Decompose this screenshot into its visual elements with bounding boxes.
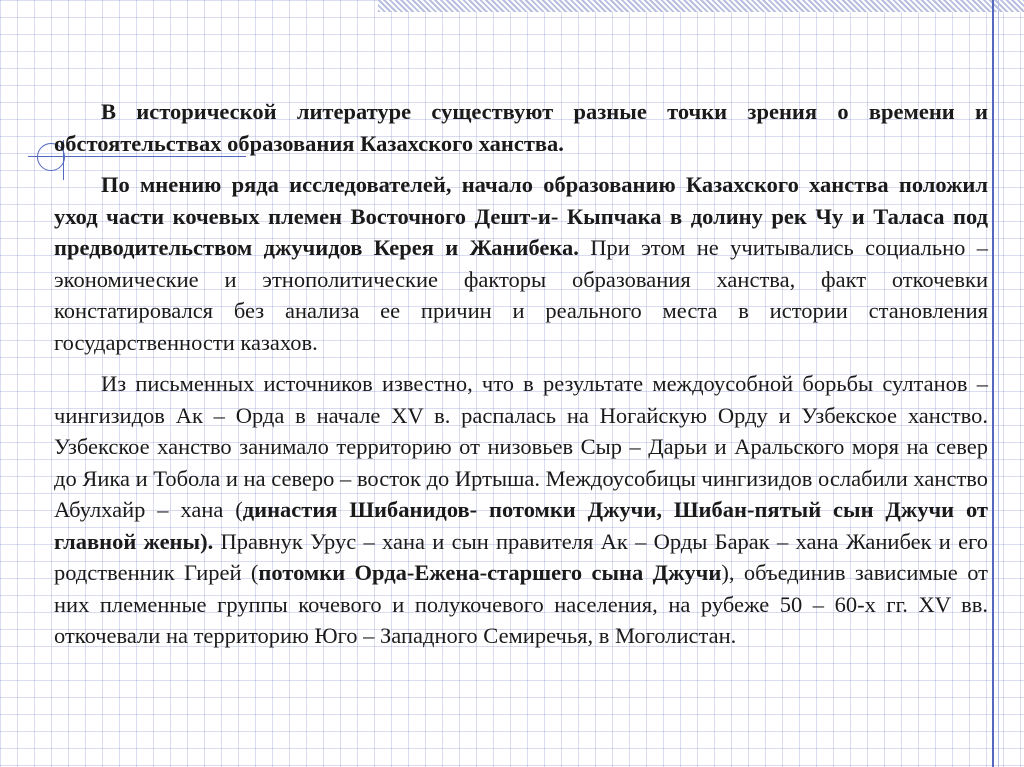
paragraph-text: При этом не учитывались социально – экономические и этнополитические факторы образования ханства, факт откочевки констатировался без анализа ее причин и реального места в истории становления государственности казахов. (54, 235, 988, 355)
paragraph-text: Правнук Урус – хана и сын правителя Ак – Орды Барак – хана Жанибек и его родственник Гирей ( (54, 528, 989, 585)
paragraph-text-bold: потомки Орда-Ежена-старшего сына Джучи (258, 560, 722, 585)
paragraph-intro (54, 96, 988, 159)
paragraph-text: Из письменных источников известно, что в результате междоусобной борьбы султанов – чингизидов Ак – Орда в начале XV в. распалась на Ногайскую Орду и Узбекское ханство. Узбекское ханство занимало территорию от низовьев Сыр – Дарьи и Аральского моря на север до Яика и Тобола и на северо – восток до Иртыша. Междоусобицы чингизидов ослабили ханство Абулхайр – хана ( (54, 371, 988, 522)
paragraph-text-bold: По мнению ряда исследователей, начало образованию Казахского ханства положил уход части кочевых племен Восточного Дешт-и- Кыпчака в долину рек Чу и Таласа под предводительством джучидов Керея и Жанибека. (54, 172, 988, 260)
decorative-hatched-band (378, 0, 1024, 12)
paragraph-opinion (54, 169, 988, 358)
paragraph-text: В исторической литературе существуют разные точки зрения о времени и обстоятельствах образования Казахского ханства. (54, 99, 988, 156)
decorative-vertical-line (992, 0, 994, 767)
paragraph-text-bold: династия Шибанидов- потомки Джучи, Шибан-пятый сын Джучи от главной жены). (54, 497, 988, 554)
paragraph-text: ), объединив зависимые от них племенные группы кочевого и полукочевого населения, на рубеже 50 – 60-х гг. XV вв. откочевали на территорию Юго – Западного Семиречья, в Моголистан. (54, 560, 988, 648)
document-body (54, 96, 988, 662)
paragraph-sources (54, 368, 988, 652)
decorative-vertical-line-thin (998, 0, 999, 767)
